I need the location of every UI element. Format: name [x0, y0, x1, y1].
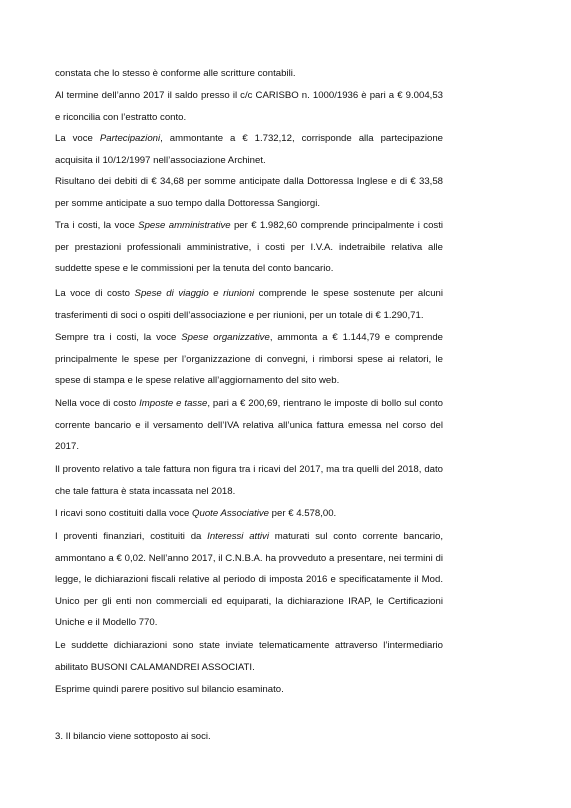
italic-term: Partecipazioni [99, 133, 161, 144]
text-span: principalmente le spese per l’organizzazione di convegni, i rimborsi spese ai relatori, le [55, 353, 443, 365]
text-line [55, 258, 443, 280]
text-span: Risultano dei debiti di € 34,68 per somme anticipate dalla Dottoressa Inglese e di € 33,58 [55, 176, 443, 187]
italic-term: Imposte e tasse [139, 398, 208, 409]
text-span: acquisita il 10/12/1997 nell’associazione Archinet. [55, 154, 266, 166]
italic-term: Quote Associative [192, 508, 270, 519]
text-line [55, 726, 443, 748]
text-line [55, 305, 443, 327]
text-line [55, 215, 443, 237]
text-span: per € 1.982,60 comprende principalmente i costi [230, 220, 444, 231]
text-span: Tra i costi, la voce [55, 220, 139, 231]
text-span: Al termine dell’anno 2017 il saldo presso il c/c CARISBO n. 1000/1936 è pari a € 9.004,53 [55, 90, 443, 101]
text-span: I ricavi sono costituiti dalla voce [55, 508, 193, 519]
text-span: per somme anticipate a suo tempo dalla Dottoressa Sangiorgi. [55, 197, 321, 209]
text-span: , ammontante a € 1.732,12, corrisponde alla partecipazione [160, 133, 443, 144]
italic-term: Spese di viaggio e riunioni [134, 288, 255, 299]
paragraph-5 [55, 215, 443, 280]
text-span: per € 4.578,00. [269, 508, 337, 519]
text-line [55, 436, 443, 458]
paragraph-12 [55, 635, 443, 678]
text-span: Esprime quindi parere positivo sul bilancio esaminato. [55, 684, 284, 695]
text-span: Nella voce di costo [55, 398, 140, 409]
text-line [55, 635, 443, 657]
text-span: La voce di costo [55, 288, 135, 299]
text-line [55, 393, 443, 415]
text-line [55, 591, 443, 613]
text-span: per prestazioni professionali amministrative, i costi per I.V.A. indetraibile relativa alle [55, 241, 443, 253]
italic-term: Spese amministrative [138, 220, 231, 231]
text-line [55, 370, 443, 392]
text-line [55, 85, 443, 107]
text-span: Le suddette dichiarazioni sono state inviate telematicamente attraverso l’intermediario [55, 640, 443, 651]
text-span: Il provento relativo a tale fattura non figura tra i ricavi del 2017, ma tra quelli del 2018, dato [55, 464, 443, 475]
text-line [55, 657, 443, 679]
text-line [55, 150, 443, 172]
text-span: La voce [55, 133, 100, 144]
text-span: , ammonta a € 1.144,79 e comprende [269, 332, 443, 343]
text-line [55, 283, 443, 305]
text-span: 2017. [55, 441, 80, 452]
text-line [55, 569, 443, 591]
paragraph-3 [55, 128, 443, 171]
text-line [55, 526, 443, 548]
text-line [55, 171, 443, 193]
section-heading-3 [55, 726, 443, 748]
text-span: Unico per gli enti non commerciali ed equiparati, la dichiarazione IRAP, le Certificazioni [55, 595, 443, 607]
text-span: Sempre tra i costi, la voce [55, 332, 182, 343]
text-span: spese di stampa e le spese relative all’aggiornamento del sito web. [55, 375, 340, 386]
text-line [55, 612, 443, 634]
paragraph-10 [55, 503, 443, 525]
text-span: suddette spese e le commissioni per la tenuta del conto bancario. [55, 263, 334, 274]
text-line [55, 349, 443, 371]
paragraph-2 [55, 85, 443, 128]
text-span: I proventi finanziari, costituiti da [55, 531, 208, 542]
italic-term: Interessi attivi [207, 531, 269, 542]
text-span: legge, le dichiarazioni fiscali relative al periodo di imposta 2016 e specificatamente il Mod. [55, 574, 443, 585]
text-span: abilitato BUSONI CALAMANDREI ASSOCIATI. [55, 661, 255, 673]
paragraph-4 [55, 171, 443, 214]
text-line [55, 107, 443, 129]
text-line [55, 548, 443, 570]
paragraph-11 [55, 526, 443, 634]
text-line [55, 415, 443, 437]
text-line [55, 193, 443, 215]
paragraph-1 [55, 63, 443, 85]
text-line [55, 128, 443, 150]
text-span: corrente bancario e il versamento dell’IVA relativa all’unica fattura emessa nel corso del [55, 419, 443, 431]
text-span: ammontano a € 0,02. Nell’anno 2017, il C.N.B.A. ha provveduto a presentare, nei termini di [55, 552, 443, 564]
text-span: constata che lo stesso è conforme alle scritture contabili. [55, 68, 296, 79]
paragraph-9 [55, 459, 443, 502]
italic-term: Spese organizzative [181, 332, 270, 343]
text-line [55, 237, 443, 259]
text-span: e riconcilia con l’estratto conto. [55, 111, 187, 123]
text-span: , pari a € 200,69, rientrano le imposte di bollo sul conto [207, 398, 443, 409]
text-span: trasferimenti di soci o ospiti dell’associazione e per riunioni, per un totale di € 1.290,71. [55, 309, 424, 321]
text-line [55, 503, 443, 525]
paragraph-8 [55, 393, 443, 458]
text-span: maturati sul conto corrente bancario, [268, 531, 443, 542]
paragraph-13 [55, 679, 443, 701]
text-line [55, 481, 443, 503]
text-line [55, 459, 443, 481]
text-span: che tale fattura è stata incassata nel 2018. [55, 485, 236, 497]
paragraph-6 [55, 283, 443, 326]
paragraph-7 [55, 327, 443, 392]
text-span: Uniche e il Modello 770. [55, 617, 158, 628]
text-line [55, 679, 443, 701]
text-span: comprende le spese sostenute per alcuni [254, 288, 443, 299]
text-line [55, 63, 443, 85]
text-span: 3. Il bilancio viene sottoposto ai soci. [55, 731, 211, 742]
text-line [55, 327, 443, 349]
